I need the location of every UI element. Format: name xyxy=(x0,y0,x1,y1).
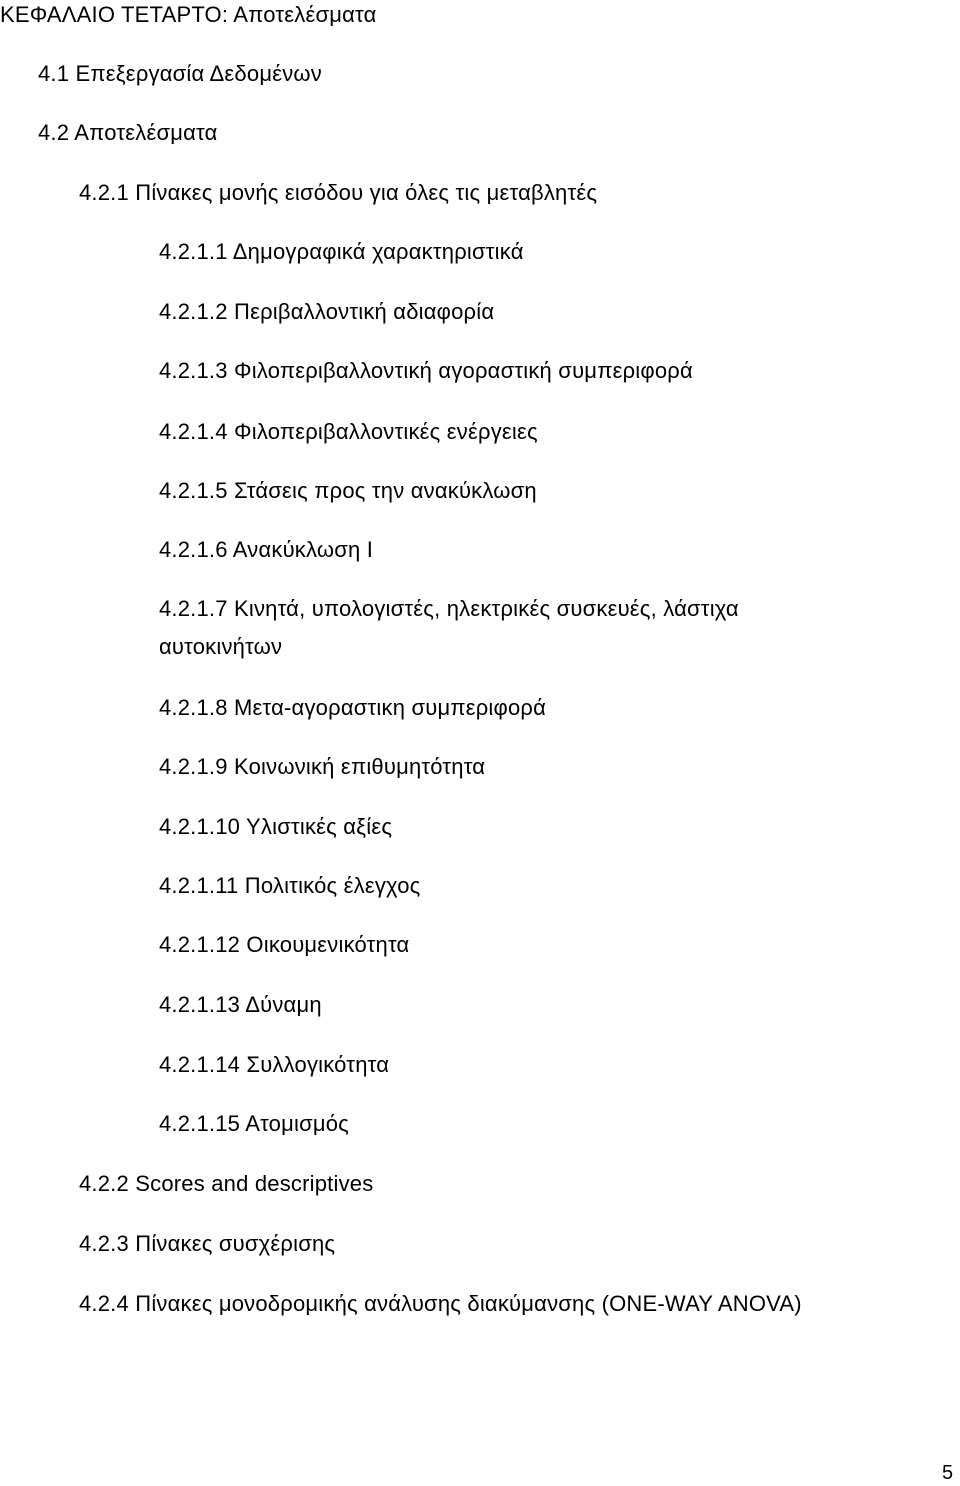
toc-item-4-2-1: 4.2.1 Πίνακες μονής εισόδου για όλες τις μεταβλητές xyxy=(79,180,598,205)
toc-item-4-2-1-3: 4.2.1.3 Φιλοπεριβαλλοντική αγοραστική συμπεριφορά xyxy=(159,358,693,383)
toc-item-4-2-1-5: 4.2.1.5 Στάσεις προς την ανακύκλωση xyxy=(159,478,537,503)
toc-item-4-2-1-10: 4.2.1.10 Υλιστικές αξίες xyxy=(159,814,393,839)
toc-item-4-2-1-9: 4.2.1.9 Κοινωνική επιθυμητότητα xyxy=(159,754,486,779)
toc-item-4-2-1-15: 4.2.1.15 Ατομισμός xyxy=(159,1111,349,1136)
page-number: 5 xyxy=(942,1462,954,1484)
toc-item-4-2-1-13: 4.2.1.13 Δύναμη xyxy=(159,992,322,1017)
toc-item-4-1: 4.1 Επεξεργασία Δεδομένων xyxy=(38,61,322,86)
toc-item-4-2-1-6: 4.2.1.6 Ανακύκλωση Ι xyxy=(159,537,374,562)
toc-item-4-2-1-11: 4.2.1.11 Πολιτικός έλεγχος xyxy=(159,873,421,898)
toc-item-4-2-1-12: 4.2.1.12 Οικουμενικότητα xyxy=(159,932,410,957)
toc-item-4-2: 4.2 Αποτελέσματα xyxy=(38,120,218,145)
toc-item-4-2-1-4: 4.2.1.4 Φιλοπεριβαλλοντικές ενέργειες xyxy=(159,419,538,444)
toc-item-4-2-1-14: 4.2.1.14 Συλλογικότητα xyxy=(159,1052,390,1077)
toc-item-4-2-1-8: 4.2.1.8 Μετα-αγοραστικη συμπεριφορά xyxy=(159,695,547,720)
toc-item-4-2-1-7: 4.2.1.7 Κινητά, υπολογιστές, ηλεκτρικές συσκευές, λάστιχα αυτοκινήτων xyxy=(159,596,739,659)
toc-item-4-2-1-1: 4.2.1.1 Δημογραφικά χαρακτηριστικά xyxy=(159,239,524,264)
toc-item-4-2-3: 4.2.3 Πίνακες συσχέρισης xyxy=(79,1231,336,1256)
chapter-title: ΚΕΦΑΛΑΙΟ ΤΕΤΑΡΤΟ: Αποτελέσματα xyxy=(0,2,377,27)
toc-item-4-2-4: 4.2.4 Πίνακες μονοδρομικής ανάλυσης διακύμανσης (ONE-WAY ANOVA) xyxy=(79,1291,802,1316)
toc-item-4-2-1-2: 4.2.1.2 Περιβαλλοντική αδιαφορία xyxy=(159,299,495,324)
toc-item-4-2-2: 4.2.2 Scores and descriptives xyxy=(79,1171,374,1196)
